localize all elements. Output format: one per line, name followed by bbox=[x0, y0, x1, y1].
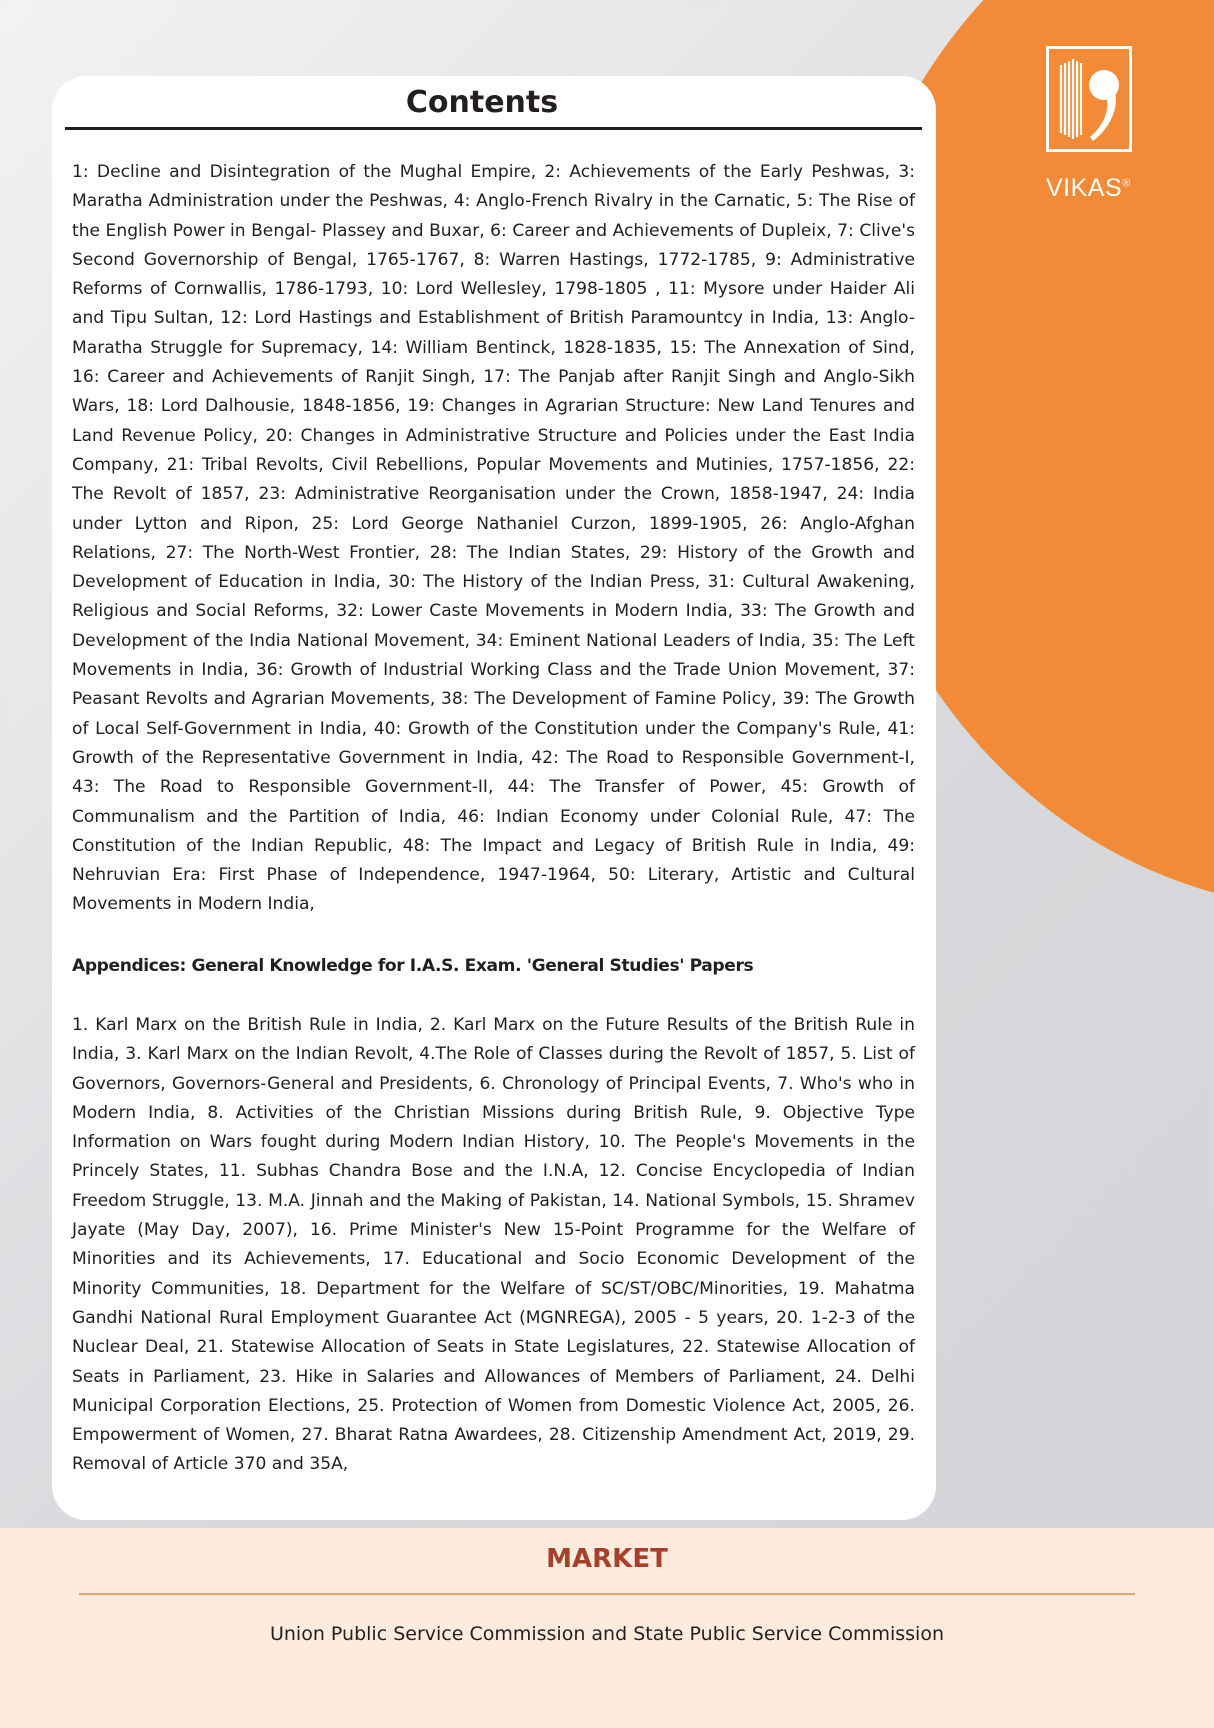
logo-frame bbox=[1046, 46, 1132, 152]
title-divider bbox=[65, 127, 922, 130]
registered-mark: ® bbox=[1122, 177, 1131, 190]
market-footer bbox=[0, 1528, 1214, 1728]
market-heading: MARKET bbox=[546, 1544, 668, 1574]
market-description: Union Public Service Commission and State Public Service Commission bbox=[269, 1623, 944, 1645]
vikas-logo bbox=[1046, 46, 1138, 206]
logo-wordmark bbox=[1046, 174, 1138, 203]
book-mark-icon bbox=[1049, 49, 1129, 149]
chapter-list: 1: Decline and Disintegration of the Mughal Empire, 2: Achievements of the Early Peshwas, 3: Maratha Administration under the Peshwas, 4: Anglo-French Rivalry in the Carnatic, 5: The Rise of the English Power in Bengal- Plassey and Buxar, 6: Career and Achievements of Dupleix, 7: Clive's Second Governorship of Bengal, 1765-1767, 8: Warren Hastings, 1772-1785, 9: Administrative Reforms of Cornwallis, 1786-1793, 10: Lord Wellesley, 1798-1805 , 11: Mysore under Haider Ali and Tipu Sultan, 12: Lord Hastings and Establishment of British Paramountcy in India, 13: Anglo-Maratha Struggle for Supremacy, 14: William Bentinck, 1828-1835, 15: The Annexation of Sind, 16: Career and Achievements of Ranjit Singh, 17: The Panjab after Ranjit Singh and Anglo-Sikh Wars, 18: Lord Dalhousie, 1848-1856, 19: Changes in Agrarian Structure: New Land Tenures and Land Revenue Policy, 20: Changes in Administrative Structure and Policies under the East India Company, 21: Tribal Revolts, Civil Rebellions, Popular Movements and Mutinies, 1757-1856, 22: The Revolt of 1857, 23: Administrative Reorganisation under the Crown, 1858-1947, 24: India under Lytton and Ripon, 25: Lord George Nathaniel Curzon, 1899-1905, 26: Anglo-Afghan Relations, 27: The North-West Frontier, 28: The Indian States, 29: History of the Growth and Development of Education in India, 30: The History of the Indian Press, 31: Cultural Awakening, Religious and Social Reforms, 32: Lower Caste Movements in Modern India, 33: The Growth and Development of the India National Movement, 34: Eminent National Leaders of India, 35: The Left Movements in India, 36: Growth of Industrial Working Class and the Trade Union Movement, 37: Peasant Revolts and Agrarian Movements, 38: The Development of Famine Policy, 39: The Growth of Local Self-Government in India, 40: Growth of the Constitution under the Company's Rule, 41: Growth of the Representative Government in India, 42: The Road to Responsible Government-I, 43: The Road to Responsible Government-II, 44: The Transfer of Power, 45: Growth of Communalism and the Partition of India, 46: Indian Economy under Colonial Rule, 47: The Constitution of the Indian Republic, 48: The Impact and Legacy of British Rule in India, 49: Nehruvian Era: First Phase of Independence, 1947-1964, 50: Literary, Artistic and Cultural Movements in Modern India, bbox=[72, 162, 915, 915]
brand-name: VIKAS bbox=[1046, 174, 1123, 202]
footer-divider bbox=[79, 1593, 1135, 1595]
appendices-heading: Appendices: General Knowledge for I.A.S. Exam. 'General Studies' Papers bbox=[72, 956, 754, 976]
contents-title: Contents bbox=[405, 85, 559, 120]
appendix-list: 1. Karl Marx on the British Rule in India, 2. Karl Marx on the Future Results of the British Rule in India, 3. Karl Marx on the Indian Revolt, 4.The Role of Classes during the Revolt of 1857, 5. List of Governors, Governors-General and Presidents, 6. Chronology of Principal Events, 7. Who's who in Modern India, 8. Activities of the Christian Missions during British Rule, 9. Objective Type Information on Wars fought during Modern Indian History, 10. The People's Movements in the Princely States, 11. Subhas Chandra Bose and the I.N.A, 12. Concise Encyclopedia of Indian Freedom Struggle, 13. M.A. Jinnah and the Making of Pakistan, 14. National Symbols, 15. Shramev Jayate (May Day, 2007), 16. Prime Minister's New 15-Point Programme for the Welfare of Minorities and its Achievements, 17. Educational and Socio Economic Development of the Minority Communities, 18. Department for the Welfare of SC/ST/OBC/Minorities, 19. Mahatma Gandhi National Rural Employment Guarantee Act (MGNREGA), 2005 - 5 years, 20. 1-2-3 of the Nuclear Deal, 21. Statewise Allocation of Seats in State Legislatures, 22. Statewise Allocation of Seats in Parliament, 23. Hike in Salaries and Allowances of Members of Parliament, 24. Delhi Municipal Corporation Elections, 25. Protection of Women from Domestic Violence Act, 2005, 26. Empowerment of Women, 27. Bharat Ratna Awardees, 28. Citizenship Amendment Act, 2019, 29. Removal of Article 370 and 35A, bbox=[72, 1015, 915, 1475]
contents-card bbox=[52, 76, 936, 1520]
